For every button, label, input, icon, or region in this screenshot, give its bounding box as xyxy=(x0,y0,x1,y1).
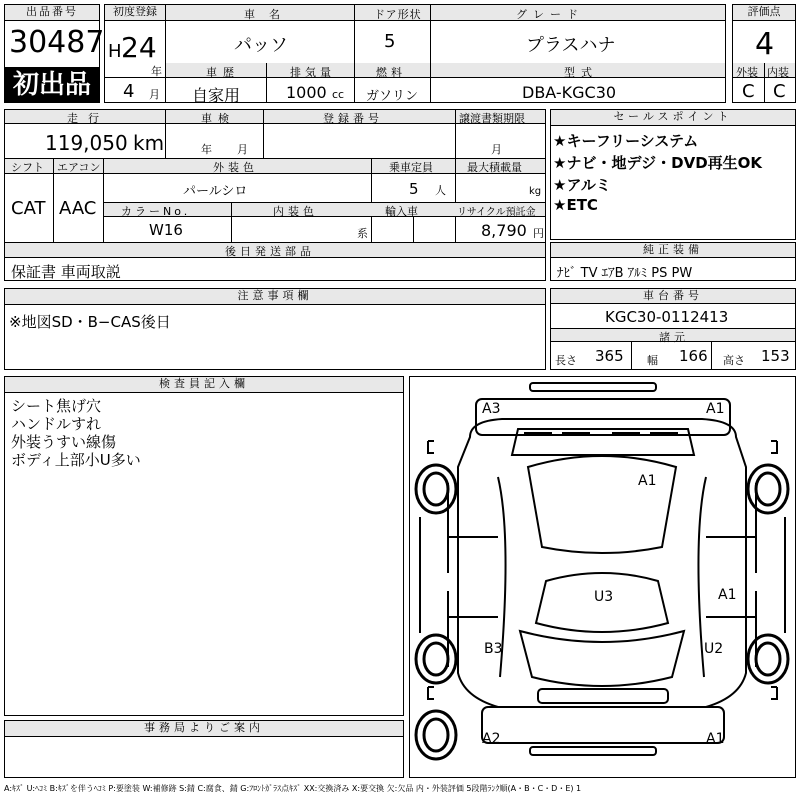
equipment-box xyxy=(550,242,796,281)
office-label: 事務局よりご案内 xyxy=(5,721,403,737)
damage-mark-front-left: A2 xyxy=(482,731,501,747)
damage-mark-rear-left: A3 xyxy=(482,401,501,417)
mileage-label: 走行 xyxy=(67,112,109,125)
length-label: 長さ xyxy=(555,354,577,367)
details-block xyxy=(4,109,546,281)
width-label: 幅 xyxy=(647,354,658,367)
int-label: 内装 xyxy=(767,66,789,79)
ext-grade: C xyxy=(742,81,755,102)
recycle-value: 8,790 xyxy=(481,221,527,240)
ac-label: エアコン xyxy=(57,161,101,174)
notes-text: ※地図SD・B−CAS後日 xyxy=(9,313,171,331)
model-label: 型式 xyxy=(564,66,598,79)
damage-mark-right-fender: U2 xyxy=(704,641,724,657)
displacement-unit: cc xyxy=(332,88,345,101)
mileage-unit: km xyxy=(133,131,165,155)
inspector-box xyxy=(4,376,404,716)
grade-value: プラスハナ xyxy=(526,35,616,56)
height-label: 高さ xyxy=(723,354,745,367)
color-no-label: カラーNo. xyxy=(121,205,191,218)
first-listing-text: 初出品 xyxy=(12,70,91,100)
later-parts-label: 後日発送部品 xyxy=(225,245,315,258)
shift-value: CAT xyxy=(11,198,46,219)
transfer-month-unit: 月 xyxy=(491,143,502,156)
lot-number: 30487 xyxy=(9,25,105,60)
ac-value: AAC xyxy=(59,198,97,219)
damage-mark-windshield: U3 xyxy=(594,589,614,605)
load-unit: kg xyxy=(529,186,542,197)
equipment-label: 純正装備 xyxy=(551,243,795,258)
reg-month: 4 xyxy=(123,81,135,102)
color-no-value: W16 xyxy=(149,221,183,239)
capacity-value: 5 xyxy=(409,180,419,198)
registration-box xyxy=(104,4,166,103)
inspection-month-unit: 月 xyxy=(237,143,248,156)
damage-mark-right-door: A1 xyxy=(718,587,737,603)
inspector-line-1: シート焦げ穴 xyxy=(11,397,102,415)
chassis-number: KGC30-0112413 xyxy=(605,308,729,326)
int-grade: C xyxy=(773,81,786,102)
fuel-value: ガソリン xyxy=(366,89,419,104)
car-diagram xyxy=(409,376,796,778)
lot-box xyxy=(4,4,105,68)
reg-year: 24 xyxy=(121,31,157,64)
car-name-label: 車名 xyxy=(244,8,294,21)
grade-label: グレード xyxy=(516,8,584,21)
score-value: 4 xyxy=(755,27,775,62)
plate-label: 登録番号 xyxy=(323,112,383,125)
shift-label: シフト xyxy=(11,161,44,174)
later-parts-value: 保証書 車両取説 xyxy=(11,263,121,281)
capacity-label: 乗車定員 xyxy=(389,161,433,174)
height-value: 153 xyxy=(761,347,790,365)
sales-point-1: ★キーフリーシステム xyxy=(553,132,699,150)
width-value: 166 xyxy=(679,347,708,365)
transfer-label: 譲渡書類期限 xyxy=(459,112,525,125)
color-value: パールシロ xyxy=(183,184,248,199)
door-label: ドア形状 xyxy=(374,8,422,21)
inspector-line-2: ハンドルすれ xyxy=(11,415,102,433)
sales-point-2: ★ナビ・地デジ・DVD再生OK xyxy=(553,154,763,172)
legend-footer: A:ｷｽﾞ U:ﾍｺﾐ B:ｷｽﾞを伴うﾍｺﾐ P:要塗装 W:補修跡 S:錆 C:腐食、錆 G:ﾌﾛﾝﾄｶﾞﾗｽ点ｷｽﾞ XX:交換済み X:要交換 欠:欠品 内・外装評価 5段階ﾗﾝｸ順(A・B・C・D・E) 1 xyxy=(4,784,582,793)
sales-point-4: ★ETC xyxy=(553,196,598,214)
import-label: 輸入車 xyxy=(385,205,418,218)
dims-label: 諸元 xyxy=(659,331,689,344)
damage-mark-rear-right: A1 xyxy=(706,401,725,417)
model-value: DBA-KGC30 xyxy=(522,83,617,102)
sales-point-3: ★アルミ xyxy=(553,176,611,194)
length-value: 365 xyxy=(595,347,624,365)
year-unit: 年 xyxy=(151,65,162,78)
sales-points-box xyxy=(550,109,796,240)
recycle-label: リサイクル預託金 xyxy=(457,207,536,218)
recycle-unit: 円 xyxy=(533,227,544,240)
inspection-year-unit: 年 xyxy=(201,143,212,156)
interior-unit: 系 xyxy=(357,227,368,240)
score-box xyxy=(732,4,796,103)
fuel-label: 燃料 xyxy=(376,66,406,79)
inspector-line-3: 外装うすい線傷 xyxy=(11,433,117,451)
door-count: 5 xyxy=(384,31,396,52)
capacity-unit: 人 xyxy=(435,184,446,197)
chassis-label: 車台番号 xyxy=(551,289,795,304)
header-block xyxy=(4,4,796,103)
score-label: 評価点 xyxy=(733,5,795,21)
car-name: パッソ xyxy=(234,35,288,56)
load-label: 最大積載量 xyxy=(467,161,522,174)
inspector-line-4: ボディ上部小U多い xyxy=(11,451,141,469)
equipment-items: ﾅﾋﾞ TV ｴｱB ｱﾙﾐ PS PW xyxy=(557,266,693,281)
displacement-label: 排気量 xyxy=(290,66,335,79)
history-label: 車歴 xyxy=(206,66,240,79)
office-box xyxy=(4,720,404,778)
damage-mark-left-fender: B3 xyxy=(484,641,503,657)
history-value: 自家用 xyxy=(192,86,241,105)
inspector-label: 検査員記入欄 xyxy=(5,377,403,393)
car-info-box xyxy=(165,4,726,103)
notes-box xyxy=(4,288,546,370)
ext-label: 外装 xyxy=(736,66,758,79)
era: H xyxy=(108,41,122,62)
interior-color-label: 内装色 xyxy=(273,205,318,218)
inspection-label: 車検 xyxy=(201,112,235,125)
damage-mark-roof: A1 xyxy=(638,473,657,489)
mileage-value: 119,050 xyxy=(45,131,128,155)
month-unit: 月 xyxy=(149,88,160,101)
displacement-value: 1000 xyxy=(286,83,327,102)
sales-points-label: セールスポイント xyxy=(551,110,795,126)
lot-label: 出品番号 xyxy=(5,5,99,21)
reg-label: 初度登録 xyxy=(105,5,165,21)
chassis-box xyxy=(550,288,796,370)
color-label: 外装色 xyxy=(213,161,258,174)
notes-label: 注意事項欄 xyxy=(5,289,545,305)
car-outline-diagram xyxy=(410,377,795,777)
first-listing-badge xyxy=(4,68,100,103)
damage-mark-front-right: A1 xyxy=(706,731,725,747)
